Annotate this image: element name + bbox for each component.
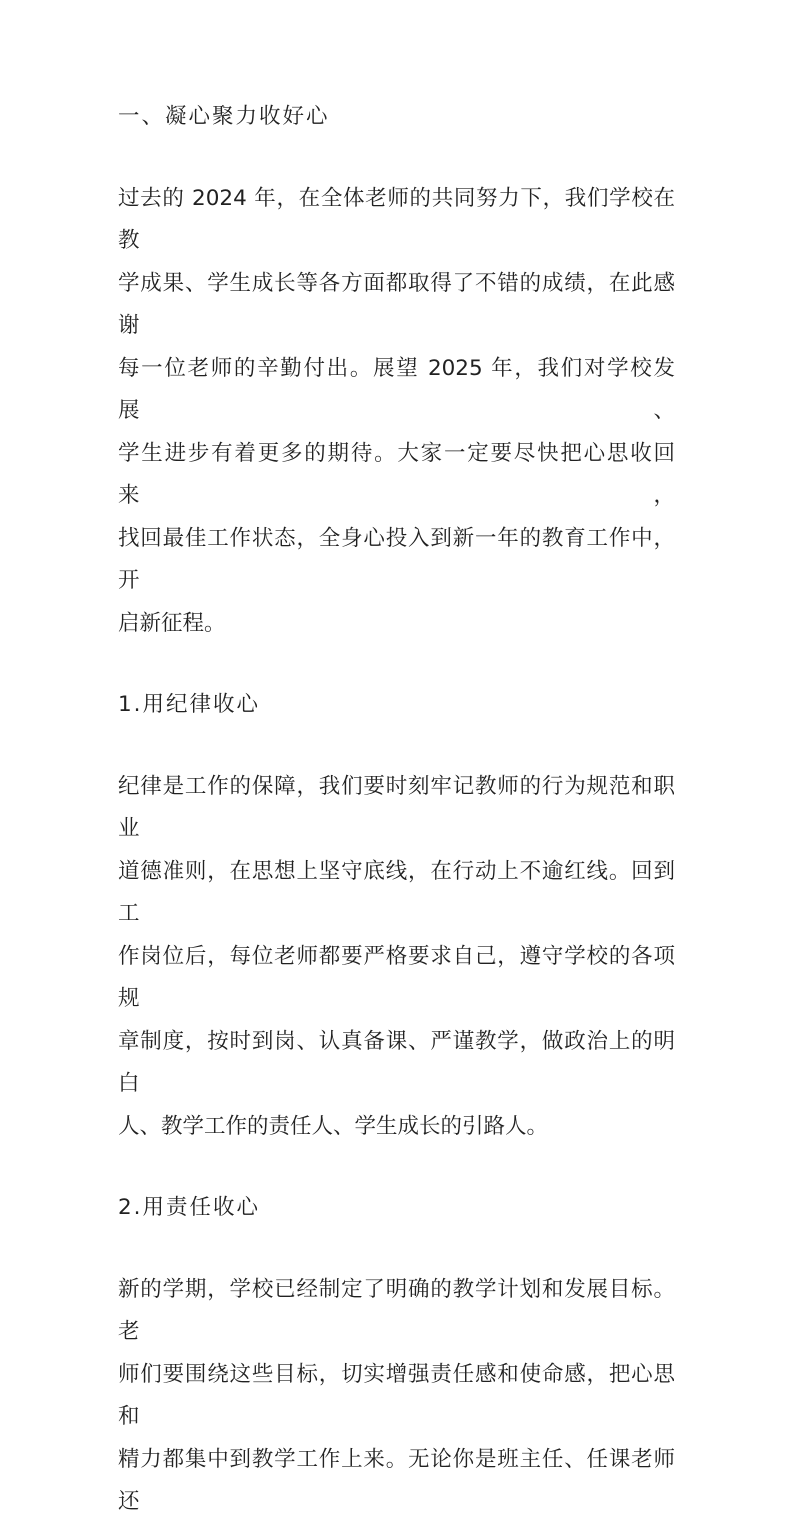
paragraph-line: 章制度，按时到岗、认真备课、严谨教学，做政治上的明白: [118, 1028, 675, 1096]
paragraph-line: 每一位老师的辛勤付出。展望 2025 年，我们对学校发展、: [118, 355, 675, 423]
paragraph-line: 找回最佳工作状态，全身心投入到新一年的教育工作中，开: [118, 525, 675, 593]
paragraph-line: 精力都集中到教学工作上来。无论你是班主任、任课老师还: [118, 1446, 675, 1514]
paragraph-1: [118, 178, 675, 646]
paragraph-2: [118, 766, 675, 1149]
paragraph-line: 师们要围绕这些目标，切实增强责任感和使命感，把心思和: [118, 1361, 675, 1429]
paragraph-line: 启新征程。: [118, 610, 226, 636]
paragraph-line: 过去的 2024 年，在全体老师的共同努力下，我们学校在教: [118, 185, 675, 253]
section-heading-2: 1.用纪律收心: [118, 692, 261, 717]
paragraph-line: 纪律是工作的保障，我们要时刻牢记教师的行为规范和职业: [118, 773, 675, 841]
paragraph-line: 学成果、学生成长等各方面都取得了不错的成绩，在此感谢: [118, 270, 675, 338]
paragraph-line: 新的学期，学校已经制定了明确的教学计划和发展目标。老: [118, 1276, 675, 1344]
paragraph-line: 道德准则，在思想上坚守底线，在行动上不逾红线。回到工: [118, 858, 675, 926]
paragraph-3: [118, 1269, 675, 1524]
section-heading-3: 2.用责任收心: [118, 1195, 261, 1220]
paragraph-line: 人、教学工作的责任人、学生成长的引路人。: [118, 1113, 549, 1139]
paragraph-line: 学生进步有着更多的期待。大家一定要尽快把心思收回来，: [118, 440, 675, 508]
section-heading-1: 一、凝心聚力收好心: [118, 104, 330, 129]
paragraph-line: 作岗位后，每位老师都要严格要求自己，遵守学校的各项规: [118, 943, 675, 1011]
document-body: [118, 96, 675, 1524]
